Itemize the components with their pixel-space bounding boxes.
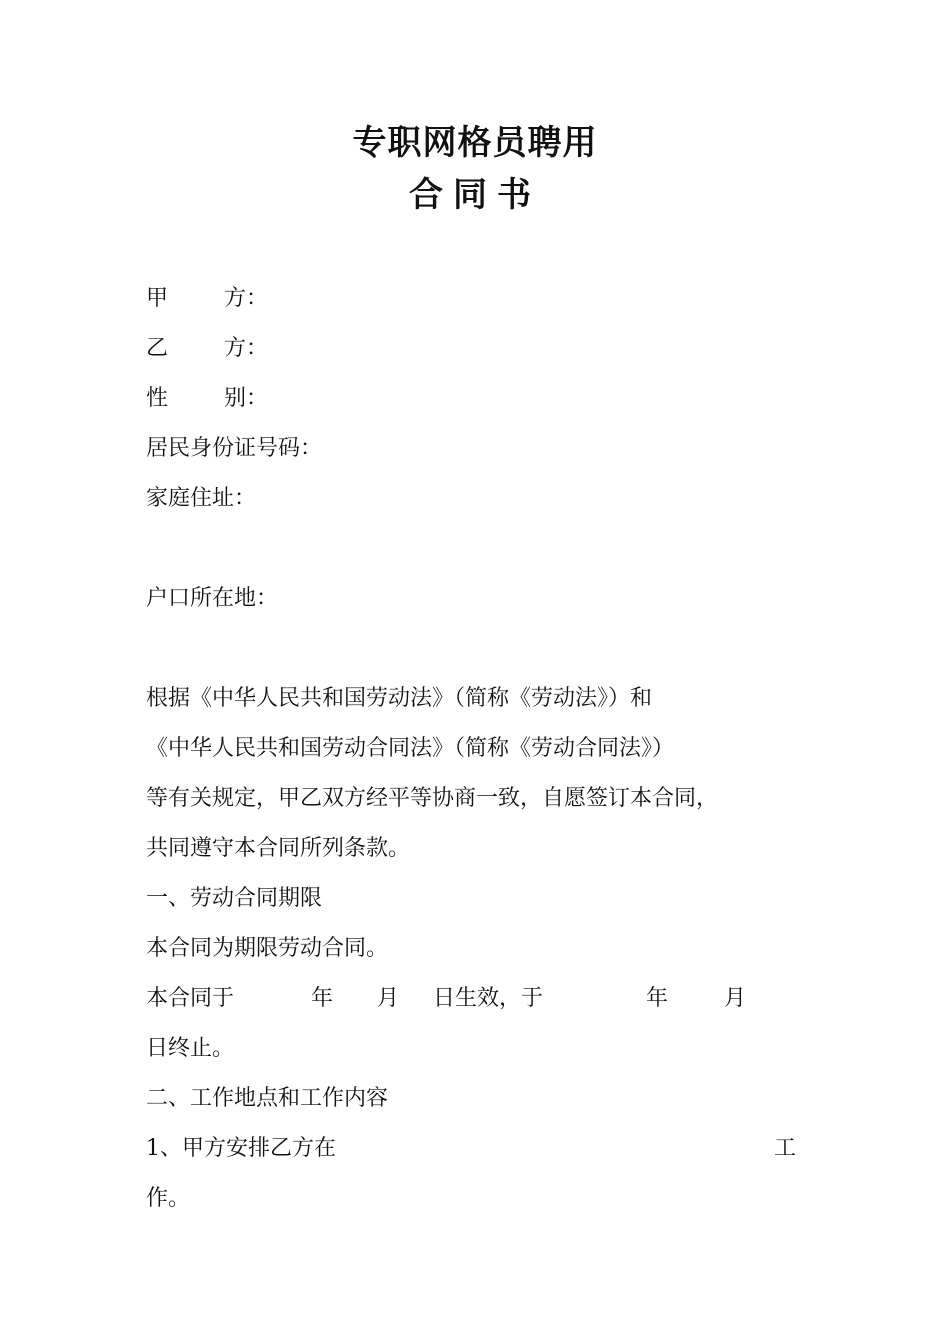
preamble-line-1: 根据《中华人民共和国劳动法》（简称《劳动法》）和 (146, 686, 653, 711)
item-1-trailing-char: 工 (773, 1136, 796, 1161)
section-2-item-1-end: 作。 (146, 1186, 191, 1211)
section-1-line-1: 本合同为期限劳动合同。 (146, 936, 389, 961)
document-title (0, 118, 950, 222)
document-body (146, 274, 806, 1224)
term-year-2: 年 (646, 986, 669, 1011)
term-month-2: 月 (724, 986, 747, 1011)
item-1-start-text: 1、甲方安排乙方在 (146, 1136, 336, 1161)
title-line-2: 合同书 (409, 175, 541, 215)
party-b-label-2: 方： (224, 336, 269, 361)
id-number-field: 居民身份证号码： (146, 436, 323, 461)
term-month-1: 月 (377, 986, 400, 1011)
spacer (146, 524, 806, 574)
spacer (146, 624, 806, 674)
household-registration-field: 户口所在地： (146, 586, 279, 611)
party-a-label-2: 方： (224, 286, 269, 311)
term-day-effective: 日生效，于 (433, 986, 544, 1011)
home-address-field: 家庭住址： (146, 486, 257, 511)
party-a-field (146, 274, 806, 324)
party-a-label-1: 甲 (146, 286, 169, 311)
section-1-heading: 一、劳动合同期限 (146, 886, 323, 911)
section-2-heading: 二、工作地点和工作内容 (146, 1086, 389, 1111)
title-line-1: 专职网格员聘用 (352, 123, 598, 163)
gender-label-1: 性 (146, 386, 169, 411)
section-1-term-end: 日终止。 (146, 1036, 235, 1061)
section-2-item-1 (146, 1124, 806, 1174)
party-b-field (146, 324, 806, 374)
preamble-line-3: 等有关规定，甲乙双方经平等协商一致，自愿签订本合同， (146, 786, 719, 811)
party-b-label-1: 乙 (146, 336, 169, 361)
section-1-term-line (146, 974, 806, 1024)
gender-field (146, 374, 806, 424)
gender-label-2: 别： (224, 386, 269, 411)
preamble-line-4: 共同遵守本合同所列条款。 (146, 836, 411, 861)
term-year-1: 年 (311, 986, 334, 1011)
term-start-text: 本合同于 (146, 986, 235, 1011)
preamble-line-2: 《中华人民共和国劳动合同法》（简称《劳动合同法》） (146, 736, 675, 761)
